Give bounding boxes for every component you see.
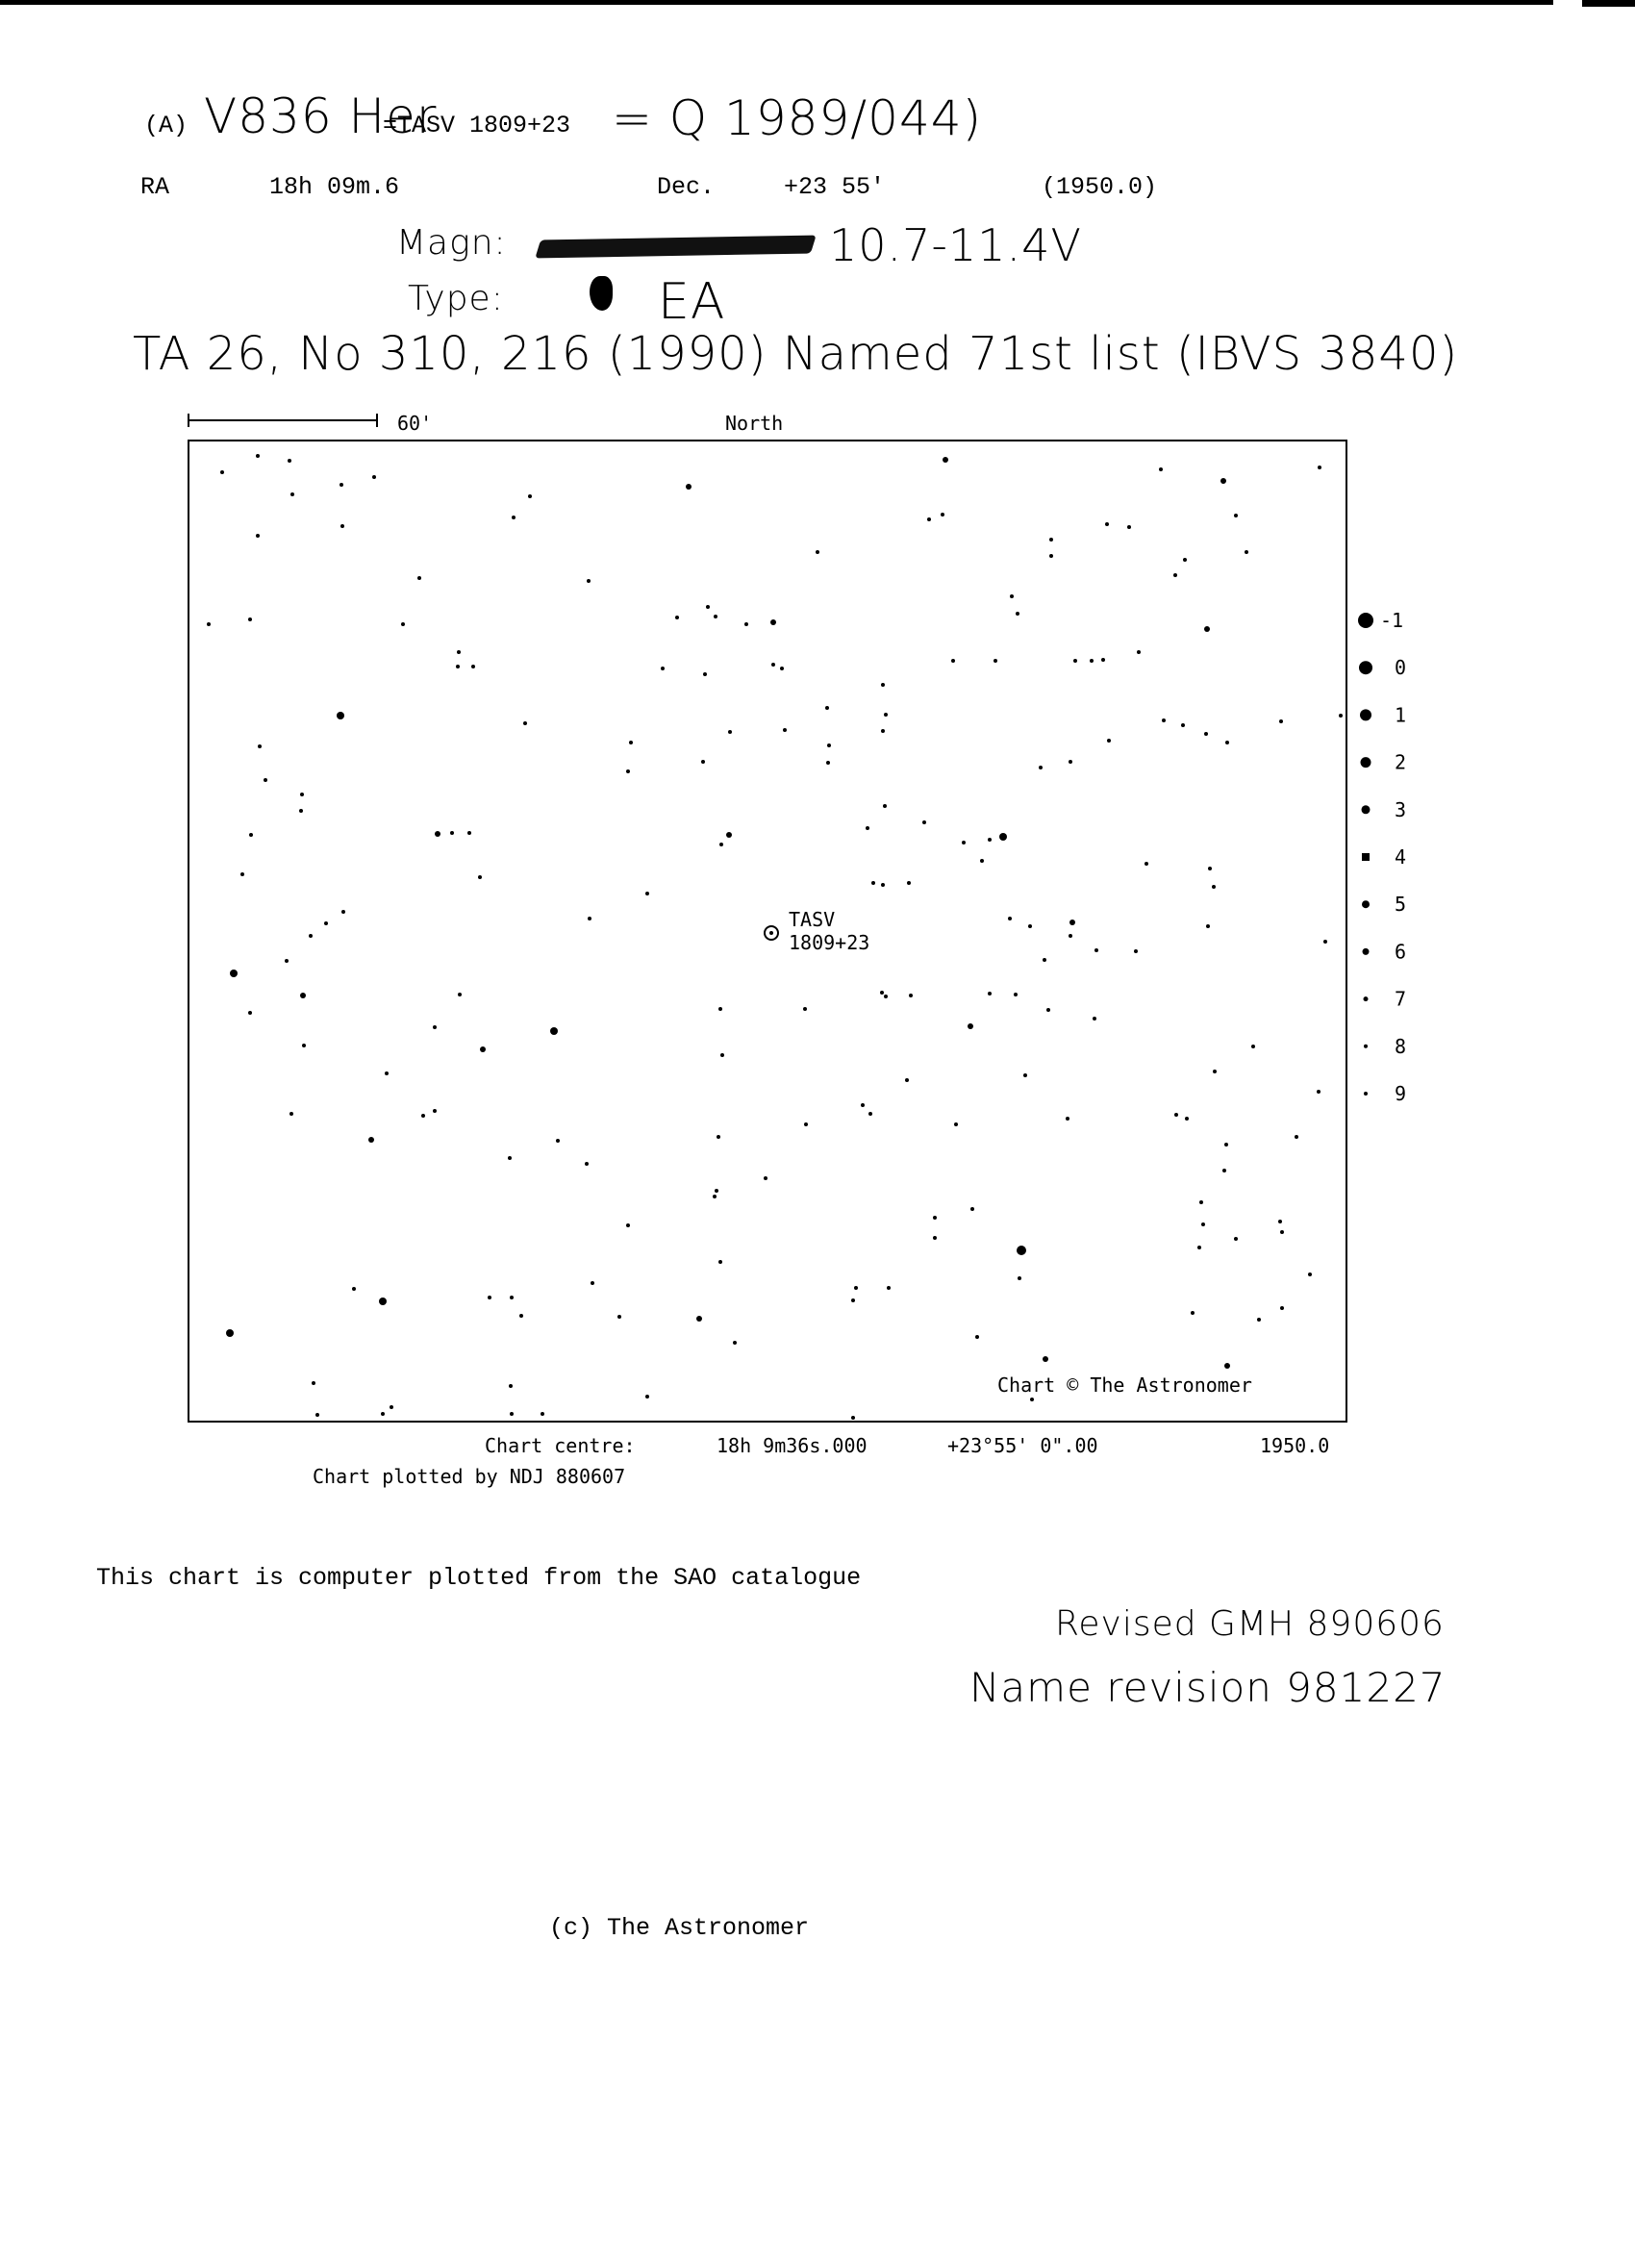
star-dot — [1181, 723, 1185, 727]
legend-symbol — [1362, 853, 1370, 861]
star-dot — [471, 665, 475, 668]
star-dot — [626, 1223, 630, 1227]
star-dot — [1173, 573, 1177, 577]
star-dot — [714, 615, 717, 618]
star-dot — [1224, 1363, 1230, 1369]
star-dot — [718, 1007, 722, 1011]
legend-magnitude-label: -1 — [1380, 609, 1404, 632]
legend-symbol — [1360, 709, 1371, 720]
star-dot — [803, 1007, 807, 1011]
star-dot — [1073, 659, 1077, 663]
star-dot — [715, 1189, 718, 1193]
star-dot — [941, 513, 944, 517]
star-dot — [421, 1114, 425, 1118]
star-dot — [340, 524, 344, 528]
star-dot — [591, 1281, 594, 1285]
star-dot — [550, 1027, 558, 1035]
star-dot — [713, 1195, 717, 1198]
star-dot — [866, 826, 869, 830]
scale-label: 60' — [397, 412, 433, 435]
star-dot — [340, 483, 343, 487]
star-dot — [927, 517, 931, 521]
copyright: (c) The Astronomer — [549, 1914, 810, 1942]
star-dot — [587, 579, 591, 583]
star-dot — [980, 859, 984, 863]
star-dot — [1222, 1169, 1226, 1172]
star-dot — [390, 1405, 393, 1409]
star-dot — [994, 659, 997, 663]
star-dot — [907, 881, 911, 885]
star-dot — [556, 1139, 560, 1143]
chart-centre-ra: 18h 9m36s.000 — [717, 1434, 868, 1457]
star-dot — [771, 663, 775, 667]
star-dot — [718, 1260, 722, 1264]
target-variable-marker-centre — [769, 931, 773, 935]
legend-symbol — [1364, 1045, 1368, 1048]
star-dot — [207, 622, 211, 626]
legend-magnitude-label: 2 — [1395, 750, 1407, 774]
designation-typed: =TASV 1809+23 — [383, 112, 571, 139]
star-dot — [433, 1109, 437, 1113]
star-dot — [528, 494, 532, 498]
star-dot — [401, 622, 405, 626]
star-dot — [1280, 1230, 1284, 1234]
star-dot — [488, 1296, 491, 1299]
star-dot — [312, 1381, 315, 1385]
star-dot — [1204, 626, 1210, 632]
star-dot — [248, 617, 252, 621]
star-dot — [962, 841, 966, 844]
star-dot — [887, 1286, 891, 1290]
star-dot — [1016, 612, 1019, 616]
legend-symbol — [1359, 661, 1372, 674]
star-dot — [744, 622, 748, 626]
star-dot — [827, 743, 831, 747]
star-dot — [1197, 1246, 1201, 1249]
star-dot — [341, 910, 345, 914]
star-dot — [1339, 714, 1343, 718]
star-dot — [433, 1025, 437, 1029]
legend-symbol — [1364, 1092, 1368, 1096]
star-dot — [1208, 867, 1212, 870]
legend-magnitude-label: 1 — [1395, 703, 1407, 727]
star-dot — [933, 1216, 937, 1220]
legend-symbol — [1364, 996, 1369, 1001]
star-dot — [256, 534, 260, 538]
star-dot — [1220, 478, 1226, 484]
star-dot — [1279, 719, 1283, 723]
star-dot — [1234, 1237, 1238, 1241]
star-dot — [816, 550, 819, 554]
star-dot — [450, 831, 454, 835]
star-dot — [249, 833, 253, 837]
chart-credit: Chart © The Astronomer — [997, 1373, 1252, 1397]
star-dot — [1183, 558, 1187, 562]
dec-label: Dec. — [657, 173, 716, 201]
chart-centre-label: Chart centre: — [485, 1434, 636, 1457]
star-dot — [728, 730, 732, 734]
star-dot — [1159, 467, 1163, 471]
star-dot — [240, 872, 244, 876]
star-dot — [719, 843, 723, 846]
magnitude-value: 10.7-11.4V — [829, 219, 1082, 271]
star-dot — [825, 706, 829, 710]
target-label-line1: TASV — [789, 908, 836, 931]
star-dot — [661, 667, 665, 670]
star-dot — [289, 1112, 293, 1116]
star-dot — [1023, 1073, 1027, 1077]
cross-reference-handwritten: = Q 1989/044) — [612, 90, 983, 146]
star-dot — [1066, 1117, 1069, 1121]
star-dot — [290, 492, 294, 496]
star-dot — [285, 959, 289, 963]
star-dot — [686, 484, 692, 490]
type-label: Type: — [408, 279, 504, 318]
star-dot — [337, 712, 344, 719]
star-dot — [248, 1011, 252, 1015]
star-dot — [299, 809, 303, 813]
revised-note: Revised GMH 890606 — [1055, 1604, 1445, 1644]
star-dot — [372, 475, 376, 479]
star-dot — [851, 1298, 855, 1302]
star-dot — [379, 1298, 387, 1305]
star-dot — [1278, 1220, 1282, 1223]
star-dot — [988, 992, 992, 995]
star-dot — [826, 761, 830, 765]
star-dot — [717, 1135, 720, 1139]
star-dot — [1018, 1276, 1021, 1280]
star-dot — [999, 833, 1007, 841]
star-dot — [324, 921, 328, 925]
star-dot — [381, 1412, 385, 1416]
star-dot — [264, 778, 267, 782]
star-dot — [954, 1122, 958, 1126]
legend-magnitude-label: 8 — [1395, 1034, 1407, 1058]
star-dot — [1090, 659, 1094, 663]
star-dot — [368, 1137, 374, 1143]
star-dot — [1191, 1311, 1195, 1315]
star-dot — [523, 721, 527, 725]
star-dot — [1094, 948, 1098, 952]
star-dot — [854, 1286, 858, 1290]
star-dot — [519, 1314, 523, 1318]
star-dot — [385, 1071, 389, 1075]
target-label-line2: 1809+23 — [789, 931, 870, 954]
legend-magnitude-label: 7 — [1395, 987, 1407, 1011]
star-name-handwritten: V836 Her — [204, 88, 438, 144]
star-dot — [508, 1156, 512, 1160]
star-dot — [1134, 949, 1138, 953]
legend-symbol — [1363, 948, 1370, 955]
star-dot — [1174, 1113, 1178, 1117]
star-dot — [696, 1316, 702, 1322]
star-dot — [1162, 718, 1166, 722]
star-dot — [1028, 924, 1032, 928]
star-dot — [1014, 993, 1018, 996]
star-dot — [783, 728, 787, 732]
star-dot — [617, 1315, 621, 1319]
star-dot — [1049, 538, 1053, 542]
star-dot — [970, 1207, 974, 1211]
star-dot — [1093, 1017, 1096, 1021]
star-dot — [1107, 739, 1111, 743]
star-dot — [585, 1162, 589, 1166]
legend-magnitude-label: 5 — [1395, 893, 1407, 917]
star-dot — [309, 934, 313, 938]
star-dot — [435, 831, 440, 837]
star-dot — [467, 831, 471, 835]
star-dot — [880, 991, 884, 995]
star-dot — [258, 744, 262, 748]
ra-label: RA — [140, 173, 170, 201]
star-dot — [456, 665, 460, 668]
star-field — [207, 454, 1343, 1420]
star-dot — [1308, 1273, 1312, 1276]
star-dot — [288, 459, 291, 463]
star-dot — [1017, 1246, 1026, 1255]
star-dot — [988, 838, 992, 842]
star-dot — [510, 1296, 514, 1299]
star-dot — [1317, 1090, 1321, 1094]
star-dot — [1323, 940, 1327, 944]
star-dot — [1069, 920, 1075, 925]
legend-magnitude-label: 0 — [1395, 656, 1407, 680]
ra-value: 18h 09m.6 — [269, 173, 400, 201]
star-dot — [1204, 732, 1208, 736]
type-value: EA — [658, 273, 726, 331]
star-dot — [675, 616, 679, 619]
star-dot — [881, 729, 885, 733]
star-dot — [1105, 522, 1109, 526]
star-dot — [881, 683, 885, 687]
star-dot — [1039, 766, 1043, 769]
star-dot — [315, 1413, 319, 1417]
star-dot — [883, 804, 887, 808]
magnitude-legend — [1358, 609, 1406, 1105]
star-dot — [1127, 525, 1131, 529]
star-dot — [626, 769, 630, 773]
star-dot — [884, 713, 888, 717]
north-label: North — [725, 412, 784, 435]
star-dot — [1043, 958, 1046, 962]
chart-centre-dec: +23°55' 0".00 — [947, 1434, 1098, 1457]
star-dot — [871, 881, 875, 885]
star-dot — [881, 883, 885, 887]
star-dot — [701, 760, 705, 764]
star-dot — [951, 659, 955, 663]
star-dot — [975, 1335, 979, 1339]
star-dot — [1225, 741, 1229, 744]
chart-centre-epoch: 1950.0 — [1260, 1434, 1330, 1457]
star-dot — [226, 1329, 234, 1337]
star-dot — [256, 454, 260, 458]
dec-value: +23 55' — [784, 173, 886, 201]
star-dot — [909, 994, 913, 997]
star-dot — [645, 1395, 649, 1399]
star-dot — [868, 1112, 872, 1116]
star-dot — [703, 672, 707, 676]
star-dot — [1049, 554, 1053, 558]
star-dot — [1251, 1045, 1255, 1048]
star-dot — [1008, 917, 1012, 920]
legend-symbol — [1358, 613, 1373, 628]
star-dot — [1046, 1008, 1050, 1012]
star-dot — [726, 832, 732, 838]
star-dot — [230, 970, 238, 977]
star-dot — [720, 1053, 724, 1057]
star-dot — [541, 1412, 544, 1416]
star-dot — [1213, 1070, 1217, 1073]
star-dot — [922, 820, 926, 824]
star-dot — [780, 667, 784, 670]
star-dot — [512, 516, 516, 519]
magnitude-label: Magn: — [396, 223, 507, 263]
star-dot — [905, 1078, 909, 1082]
star-dot — [764, 1176, 767, 1180]
legend-magnitude-label: 6 — [1395, 940, 1407, 964]
star-dot — [851, 1416, 855, 1420]
star-dot — [1069, 934, 1072, 938]
star-dot — [220, 470, 224, 474]
star-dot — [1280, 1306, 1284, 1310]
chart-frame — [189, 441, 1346, 1422]
star-dot — [1137, 650, 1141, 654]
star-dot — [1069, 760, 1072, 764]
star-dot — [884, 995, 888, 998]
star-dot — [1206, 924, 1210, 928]
star-dot — [1318, 466, 1321, 469]
section-label: (A) — [144, 112, 189, 139]
star-dot — [1295, 1135, 1298, 1139]
star-dot — [1185, 1117, 1189, 1121]
star-dot — [1201, 1222, 1205, 1226]
name-revision-note: Name revision 981227 — [969, 1664, 1446, 1711]
star-dot — [1212, 885, 1216, 889]
star-dot — [1101, 658, 1105, 662]
star-dot — [804, 1122, 808, 1126]
star-dot — [933, 1236, 937, 1240]
legend-symbol — [1362, 805, 1371, 814]
star-dot — [302, 1044, 306, 1047]
star-dot — [510, 1412, 514, 1416]
star-dot — [588, 917, 591, 920]
legend-magnitude-label: 4 — [1395, 845, 1407, 869]
star-dot — [1030, 1398, 1034, 1401]
star-dot — [458, 993, 462, 996]
star-dot — [629, 741, 633, 744]
star-dot — [1245, 550, 1248, 554]
star-dot — [300, 993, 306, 998]
legend-magnitude-label: 9 — [1395, 1082, 1407, 1105]
star-dot — [1224, 1143, 1228, 1147]
chart-plotted-by: Chart plotted by NDJ 880607 — [313, 1465, 626, 1488]
star-dot — [509, 1384, 513, 1388]
epoch: (1950.0) — [1042, 173, 1158, 201]
star-dot — [770, 619, 776, 625]
star-dot — [733, 1341, 737, 1345]
star-dot — [1010, 594, 1014, 598]
star-dot — [1199, 1200, 1203, 1204]
star-dot — [1144, 862, 1148, 866]
legend-magnitude-label: 3 — [1395, 797, 1407, 821]
star-dot — [457, 650, 461, 654]
star-dot — [968, 1023, 973, 1029]
star-dot — [1234, 514, 1238, 517]
star-dot — [417, 576, 421, 580]
star-dot — [480, 1046, 486, 1052]
star-dot — [352, 1287, 356, 1291]
star-dot — [706, 605, 710, 609]
star-dot — [861, 1103, 865, 1107]
legend-symbol — [1362, 900, 1370, 908]
legend-symbol — [1361, 757, 1371, 768]
star-dot — [1257, 1318, 1261, 1322]
reference-line: TA 26, No 310, 216 (1990) Named 71st list (IBVS 3840) — [133, 327, 1459, 381]
source-note: This chart is computer plotted from the SAO catalogue — [96, 1564, 862, 1592]
star-dot — [645, 892, 649, 895]
star-dot — [1043, 1356, 1048, 1362]
star-dot — [943, 457, 948, 463]
star-dot — [300, 793, 304, 796]
star-dot — [478, 875, 482, 879]
